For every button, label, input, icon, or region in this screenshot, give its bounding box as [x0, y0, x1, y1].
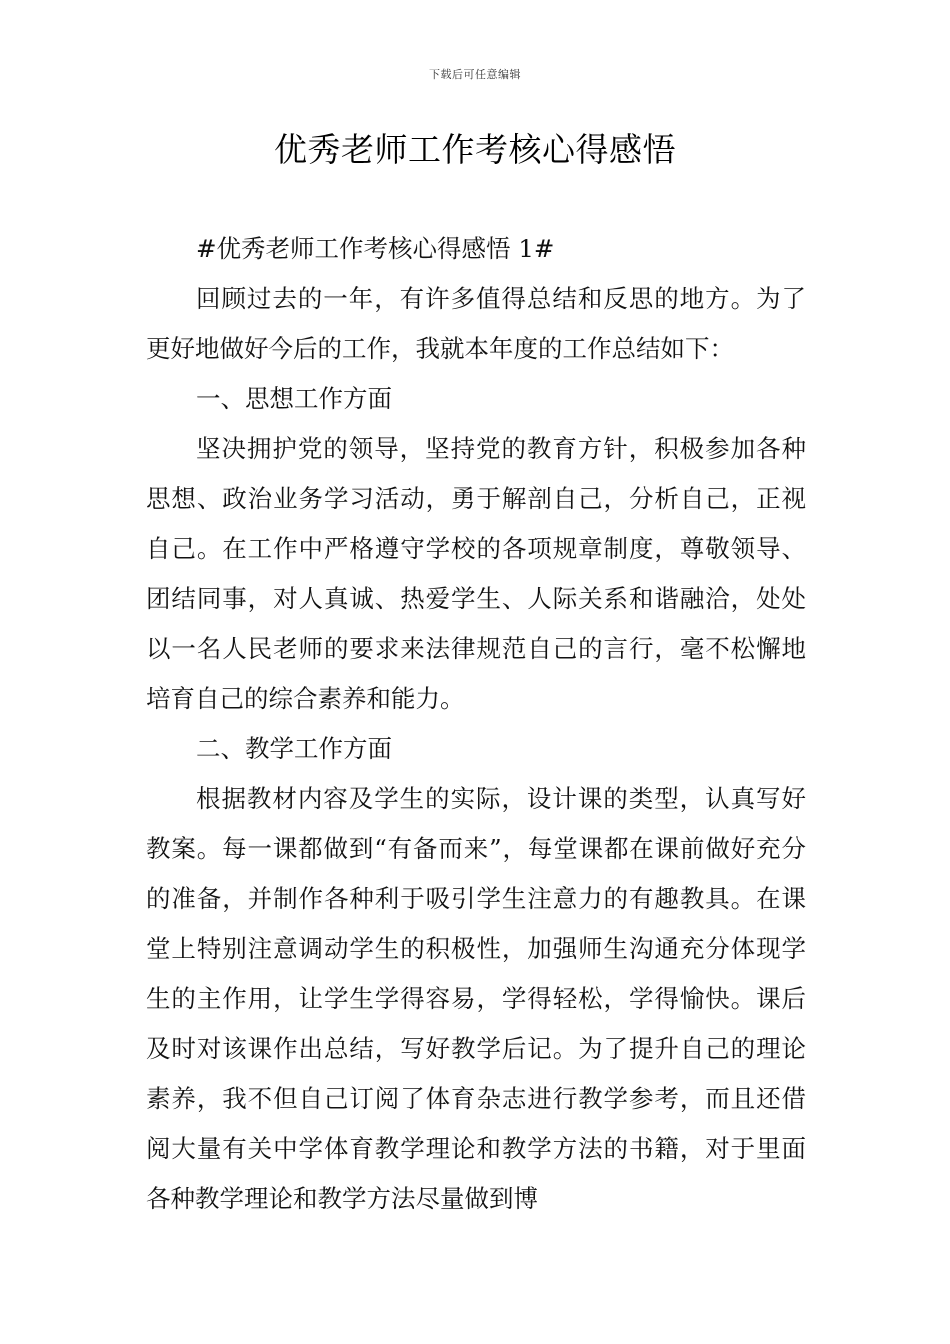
- teaching-paragraph: 根据教材内容及学生的实际，设计课的类型，认真写好教案。每一课都做到“有备而来”，每堂课都在课前做好充分的准备，并制作各种利于吸引学生注意力的有趣教具。在课堂上特别注意调动学生的积极性，加强师生沟通充分体现学生的主作用，让学生学得容易，学得轻松，学得愉快。课后及时对该课作出总结，写好教学后记。为了提升自己的理论素养，我不但自己订阅了体育杂志进行教学参考，而且还借阅大量有关中学体育教学理论和教学方法的书籍，对于里面各种教学理论和教学方法尽量做到博: [146, 784, 806, 1213]
- document-title: 优秀老师工作考核心得感悟: [274, 130, 676, 169]
- header-note: 下载后可任意编辑: [429, 68, 521, 81]
- subheading-ideology: 一、思想工作方面: [196, 384, 392, 413]
- intro-paragraph: 回顾过去的一年，有许多值得总结和反思的地方。为了更好地做好今后的工作，我就本年度的工作总结如下：: [146, 284, 806, 363]
- ideology-paragraph: 坚决拥护党的领导，坚持党的教育方针，积极参加各种思想、政治业务学习活动，勇于解剖自己，分析自己，正视自己。在工作中严格遵守学校的各项规章制度，尊敬领导、团结同事，对人真诚、热爱学生、人际关系和谐融洽，处处以一名人民老师的要求来法律规范自己的言行，毫不松懈地培育自己的综合素养和能力。: [146, 434, 806, 713]
- document-body: [146, 224, 806, 1224]
- subheading-teaching: 二、教学工作方面: [196, 734, 392, 763]
- section-heading-1: #优秀老师工作考核心得感悟 1#: [196, 234, 555, 263]
